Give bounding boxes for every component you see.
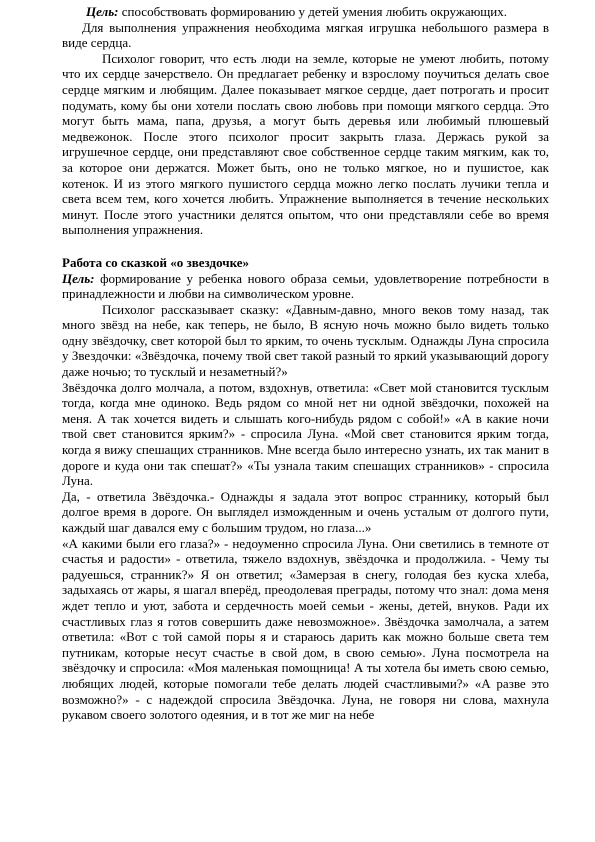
exercise-description-paragraph: Психолог говорит, что есть люди на земле, которые не умеют любить, потому что их сердце зачерствело. Он предлагает ребенку и взрослому поучиться делать свое сердце мягким и любящим. Далее показывает мягкое сердце, дает потрогать и просит подумать, кому бы они хотели послать свою любовь при помощи мягкого сердца. Это могут быть мама, папа, друзья, а могут быть деревья или любимый плюшевый медвежонок. После этого психолог просит закрыть глаза. Держась рукой за игрушечное сердце, они представляют свое собственное сердце таким мягким, как то, за которое они держатся. Может быть, оно не только мягкое, но и пушистое, как котенок. И из этого мягкого пушистого сердца можно легко послать лучики тепла и света всем тем, кого хочется любить. Упражнение выполняется в течение нескольких минут. После этого участники делятся опытом, что они представляли себе во время выполнения упражнения. xyxy=(62,50,549,238)
paragraph-spacer xyxy=(62,238,549,255)
goal-label: Цель: xyxy=(62,270,95,286)
goal-paragraph-1 xyxy=(62,4,549,20)
goal-label: Цель: xyxy=(86,4,119,19)
tale-paragraph-1: Психолог рассказывает сказку: «Давным-давно, много веков тому назад, так много звёзд на небе, как теперь, не было, В ясную ночь можно было видеть только одну звёздочку, свет которой был то ярким, то очень тусклым. Однажды Луна спросила у Звездочки: «Звёздочка, почему твой свет такой разный то яркий указывающий дорогу даже ночью; то тусклый и незаметный?» xyxy=(62,301,549,380)
goal-text: формирование у ребенка нового образа семьи, удовлетворение потребности в принадлежности и любви на символическом уровне. xyxy=(62,270,549,302)
materials-paragraph: Для выполнения упражнения необходима мягкая игрушка небольшого размера в виде сердца. xyxy=(62,19,549,51)
section-heading: Работа со сказкой «о звездочке» xyxy=(62,254,250,270)
goal-text: способствовать формированию у детей умения любить окружающих. xyxy=(118,4,508,19)
tale-paragraph-3: Да, - ответила Звёздочка.- Однажды я задала этот вопрос страннику, который был долгое время в дороге. Он выглядел изможденным и очень усталым от долгого пути, каждый шаг давался ему с большим трудом, но глаза...» xyxy=(62,488,549,535)
document-body xyxy=(62,4,549,723)
tale-paragraph-4: «А какими были его глаза?» - недоуменно спросила Луна. Они светились в темноте от счастья и радости» - ответила, тяжело вздохнув, звёздочка и продолжила. - Чему ты радуешься, странник?» Я он ответил; «Замерзая в снегу, голодая без куска хлеба, задыхаясь от жары, я шагал вперёд, преодолевая преграды, потому что знал: дома меня ждет тепло и уют, забота и сердечность моей семьи - жены, детей, внуков. Ради их счастливых глаз я готов совершить даже невозможное». Звёздочка замолчала, а затем ответила: «Вот с той самой поры я и стараюсь дарить как можно больше света тем путникам, которые несут счастье в свой дом, в свою семью». Луна посмотрела на звёздочку и спросила: «Моя маленькая помощница! А ты хотела бы иметь свою семью, любящих людей, которые помогали тебе делать людей счастливыми?» «А разве это возможно?» - с надеждой спросила Звёздочка. Луна, не говоря ни слова, махнула рукавом своего золотого одеяния, и в тот же миг на небе xyxy=(62,535,549,723)
goal-paragraph-2 xyxy=(62,271,549,302)
tale-paragraph-2: Звёздочка долго молчала, а потом, вздохнув, ответила: «Свет мой становится тусклым тогда, когда мне одиноко. Ведь рядом со мной нет ни одной звёздочки, похожей на меня. А так хочется видеть и слышать кого-нибудь рядом с собой!» «А в какие ночи твой свет становится ярким?» - спросила Луна. «Мой свет становится ярким тогда, когда я вижу спешащих странников. Мне всегда было интересно узнать, их так манит в дороге и куда они так спешат?» «Ты узнала таким спешащих странников» - спросила Луна. xyxy=(62,379,549,489)
